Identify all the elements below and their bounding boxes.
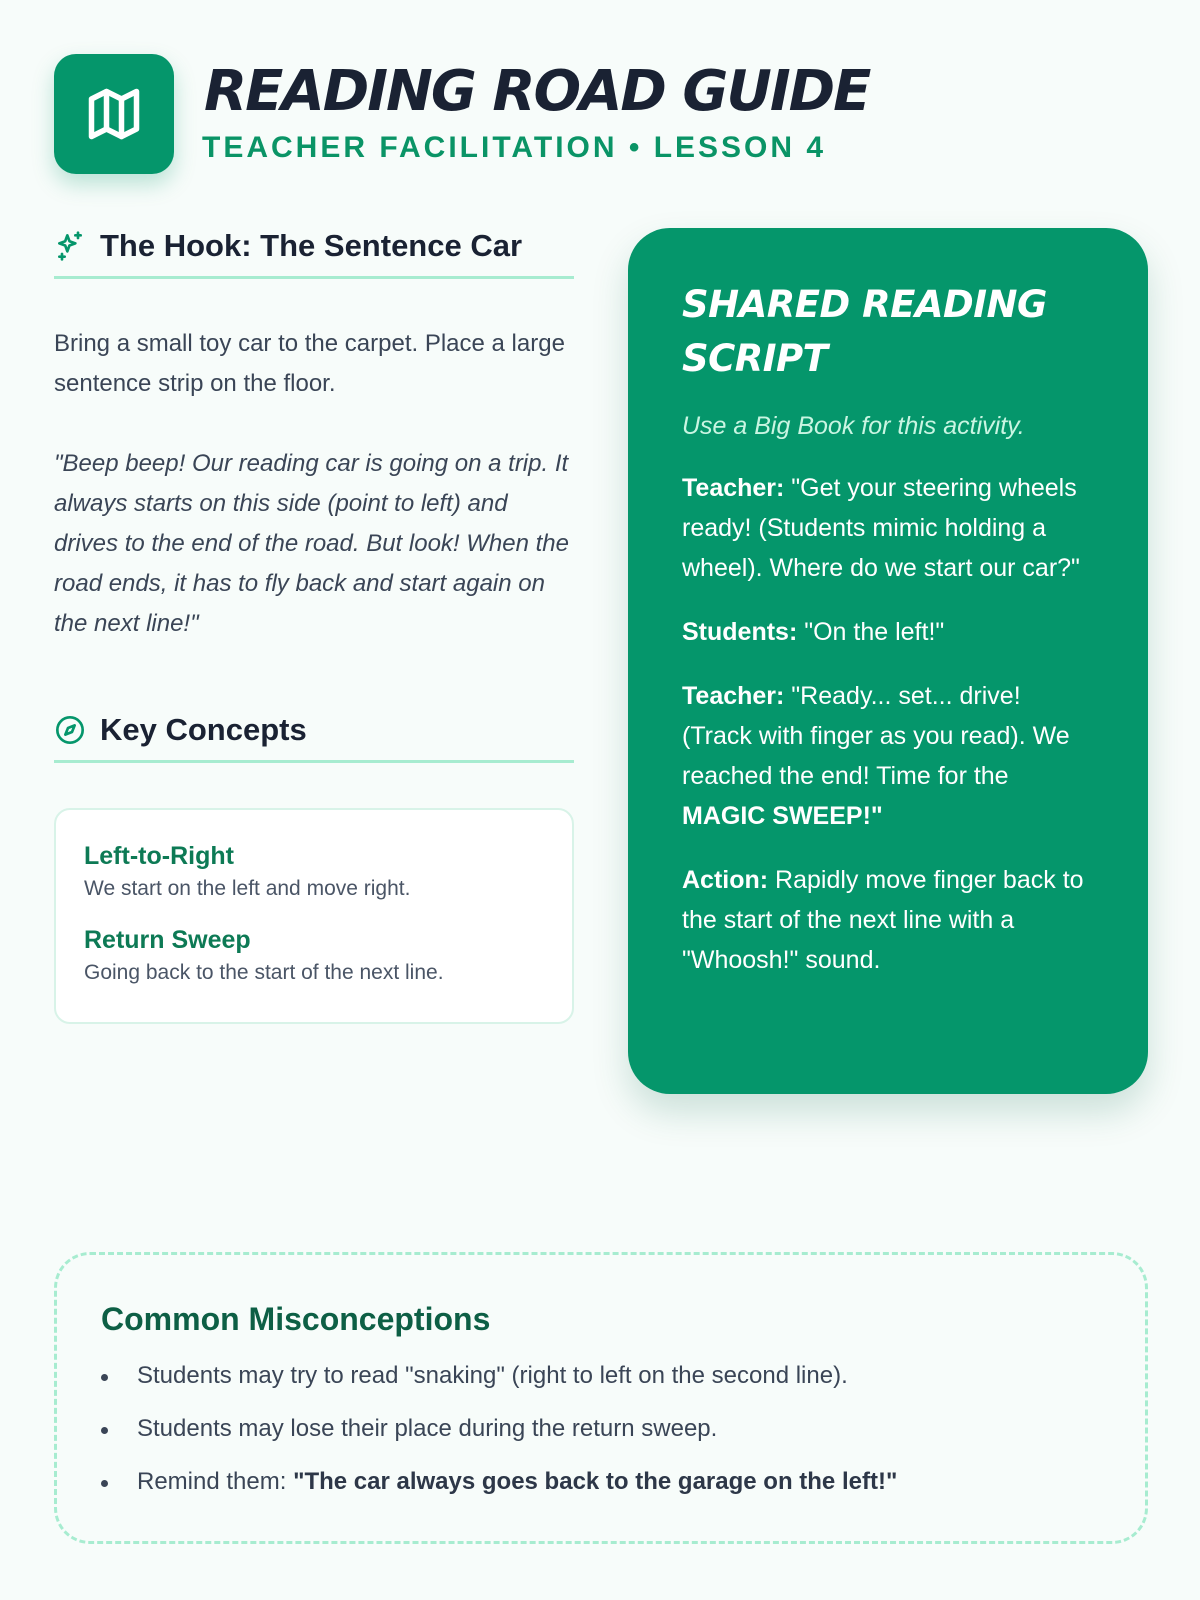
concepts-section-heading	[54, 712, 574, 763]
hook-quote-text: "Beep beep! Our reading car is going on a trip. It always starts on this side (point to left) and drives to the end of the road. But look! When the road ends, it has to fly back and start again on the next line!"	[54, 450, 569, 637]
page-subtitle: TEACHER FACILITATION • LESSON 4	[202, 131, 827, 164]
hook-heading: The Hook: The Sentence Car	[100, 228, 523, 263]
speaker-label: Teacher:	[682, 474, 785, 502]
script-title-line: SCRIPT	[682, 337, 828, 380]
script-title-line: SHARED READING	[682, 283, 1047, 326]
script-line-text: "On the left!"	[797, 618, 945, 646]
misconceptions-box	[54, 1252, 1148, 1544]
list-item	[101, 1361, 1101, 1391]
concept-description: We start on the left and move right.	[84, 877, 411, 900]
concept-description: Going back to the start of the next line.	[84, 961, 444, 984]
logo-badge	[54, 54, 174, 174]
concepts-heading: Key Concepts	[100, 712, 307, 747]
list-item-text: Remind them:	[137, 1468, 294, 1495]
speaker-label: Teacher:	[682, 682, 785, 710]
script-note: Use a Big Book for this activity.	[682, 412, 1025, 440]
list-item	[101, 1467, 1101, 1497]
script-line	[682, 612, 1094, 652]
script-line	[682, 676, 1094, 836]
script-line-text: Rapidly move finger back to the start of the next line with a "Whoosh!" sound.	[682, 866, 1084, 974]
speaker-label: Students:	[682, 618, 798, 646]
concept-title: Return Sweep	[84, 926, 251, 954]
hook-intro-text: Bring a small toy car to the carpet. Place a large sentence strip on the floor.	[54, 330, 565, 397]
script-line	[682, 468, 1094, 588]
page-title: READING ROAD GUIDE	[204, 59, 870, 124]
map-icon	[84, 84, 144, 144]
shared-reading-script-card	[628, 228, 1148, 1094]
script-emphasis: MAGIC SWEEP!"	[682, 802, 883, 830]
key-concepts-card	[54, 808, 574, 1024]
concept-item	[84, 924, 544, 988]
script-line-text: "Get your steering wheels ready! (Students mimic holding a wheel). Where do we start our car?"	[682, 474, 1080, 582]
speaker-label: Action:	[682, 866, 769, 894]
concept-title: Left-to-Right	[84, 842, 234, 870]
misconceptions-list	[101, 1361, 1101, 1497]
compass-icon	[54, 714, 86, 746]
list-item-emphasis: "The car always goes back to the garage on the left!"	[293, 1468, 898, 1495]
script-line-text: "Ready... set... drive! (Track with finger as you read). We reached the end! Time for the	[682, 682, 1070, 790]
sparkles-icon	[54, 230, 86, 262]
script-line	[682, 860, 1094, 980]
hook-section-heading	[54, 228, 574, 279]
list-item-text: Students may lose their place during the return sweep.	[137, 1415, 718, 1442]
list-item-text: Students may try to read "snaking" (right to left on the second line).	[137, 1362, 848, 1389]
misconceptions-heading: Common Misconceptions	[101, 1301, 491, 1337]
script-title	[682, 278, 1094, 386]
concept-item	[84, 840, 544, 904]
list-item	[101, 1414, 1101, 1444]
